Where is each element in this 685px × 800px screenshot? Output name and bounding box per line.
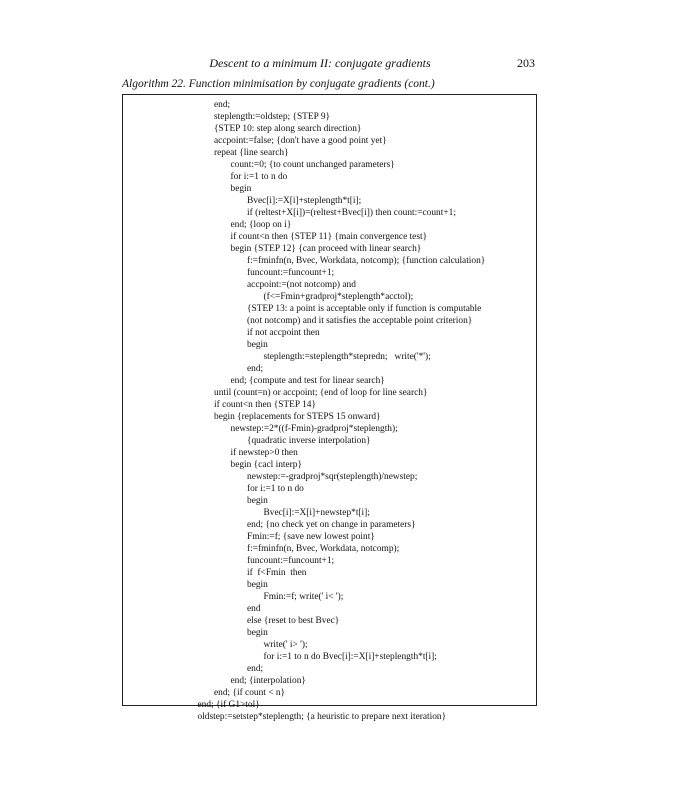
- code-line: end;: [247, 364, 264, 374]
- code-line: end: [247, 604, 261, 614]
- code-line: end; {compute and test for linear search}: [230, 376, 385, 386]
- code-line: begin: [230, 184, 252, 194]
- code-line: (not notcomp) and it satisfies the acceptable point criterion}: [247, 316, 473, 326]
- algorithm-caption: Algorithm 22. Function minimisation by conjugate gradients (cont.): [122, 78, 435, 90]
- code-line: write(' i> ');: [263, 640, 308, 650]
- page-number: 203: [517, 56, 535, 70]
- code-line: if count<n then {STEP 14}: [214, 400, 316, 410]
- code-line: end; {loop on i}: [230, 220, 292, 230]
- code-line: {STEP 13: a point is acceptable only if function is computable: [247, 304, 482, 314]
- code-line: begin: [247, 340, 268, 350]
- code-line: steplength:=steplength*stepredn; write('*');: [263, 352, 431, 362]
- code-line: (f<=Fmin+gradproj*steplength*acctol);: [263, 292, 414, 302]
- code-line: {STEP 10: step along search direction}: [214, 124, 362, 134]
- code-line: end;: [247, 664, 264, 674]
- code-line: begin {replacements for STEPS 15 onward}: [214, 412, 381, 422]
- code-line: Bvec[i]:=X[i]+newstep*t[i];: [263, 508, 370, 518]
- code-line: Fmin:=f; write(' i< ');: [263, 592, 344, 602]
- code-line: end; {no check yet on change in parameters}: [247, 520, 416, 530]
- code-line: newstep:=2*((f-Fmin)-gradproj*steplength);: [230, 424, 398, 434]
- page-header-title: Descent to a minimum II: conjugate gradients: [209, 56, 431, 70]
- code-line: begin {cacl interp}: [230, 460, 302, 470]
- code-line: if count<n then {STEP 11} {main convergence test}: [230, 232, 428, 242]
- code-line: count:=0; {to count unchanged parameters}: [230, 160, 395, 170]
- code-line: end; {if G1>tol}: [197, 700, 260, 710]
- code-line: newstep:=-gradproj*sqr(steplength)/newstep;: [247, 472, 418, 482]
- code-line: Fmin:=f; {save new lowest point}: [247, 532, 375, 542]
- code-line: end;: [214, 100, 231, 110]
- code-line: if f<Fmin then: [247, 568, 307, 578]
- code-listing-box: [122, 94, 537, 722]
- code-line: accpoint:=(not notcomp) and: [247, 280, 356, 290]
- code-line: else {reset to best Bvec}: [247, 616, 340, 626]
- code-line: begin: [247, 580, 268, 590]
- code-line: oldstep:=setstep*steplength; {a heuristic to prepare next iteration}: [197, 712, 447, 722]
- code-line: f:=fminfn(n, Bvec, Workdata, notcomp);: [247, 544, 400, 554]
- code-line: until (count=n) or accpoint; {end of loop for line search}: [214, 388, 428, 398]
- code-line: {quadratic inverse interpolation}: [247, 436, 371, 446]
- code-line: funcount:=funcount+1;: [247, 556, 335, 566]
- code-line: for i:=1 to n do: [230, 172, 288, 182]
- code-line: if not accpoint then: [247, 328, 320, 338]
- code-line: Bvec[i]:=X[i]+steplength*t[i];: [247, 196, 362, 206]
- code-line: funcount:=funcount+1;: [247, 268, 335, 278]
- code-line: begin: [247, 496, 268, 506]
- code-line: f:=fminfn(n, Bvec, Workdata, notcomp); {function calculation}: [247, 256, 486, 266]
- code-line: begin {STEP 12} {can proceed with linear search}: [230, 244, 422, 254]
- code-line: if (reltest+X[i])=(reltest+Bvec[i]) then count:=count+1;: [247, 208, 456, 218]
- code-line: begin: [247, 628, 268, 638]
- code-line: if newstep>0 then: [230, 448, 298, 458]
- code-line: for i:=1 to n do: [247, 484, 304, 494]
- code-line: steplength:=oldstep; {STEP 9}: [214, 112, 331, 122]
- code-line: end; {if count < n}: [214, 688, 286, 698]
- code-line: end; {interpolation}: [230, 676, 306, 686]
- code-line: for i:=1 to n do Bvec[i]:=X[i]+steplength*t[i];: [263, 652, 437, 662]
- code-line: accpoint:=false; {don't have a good point yet}: [214, 136, 387, 146]
- code-line: repeat {line search}: [214, 148, 289, 158]
